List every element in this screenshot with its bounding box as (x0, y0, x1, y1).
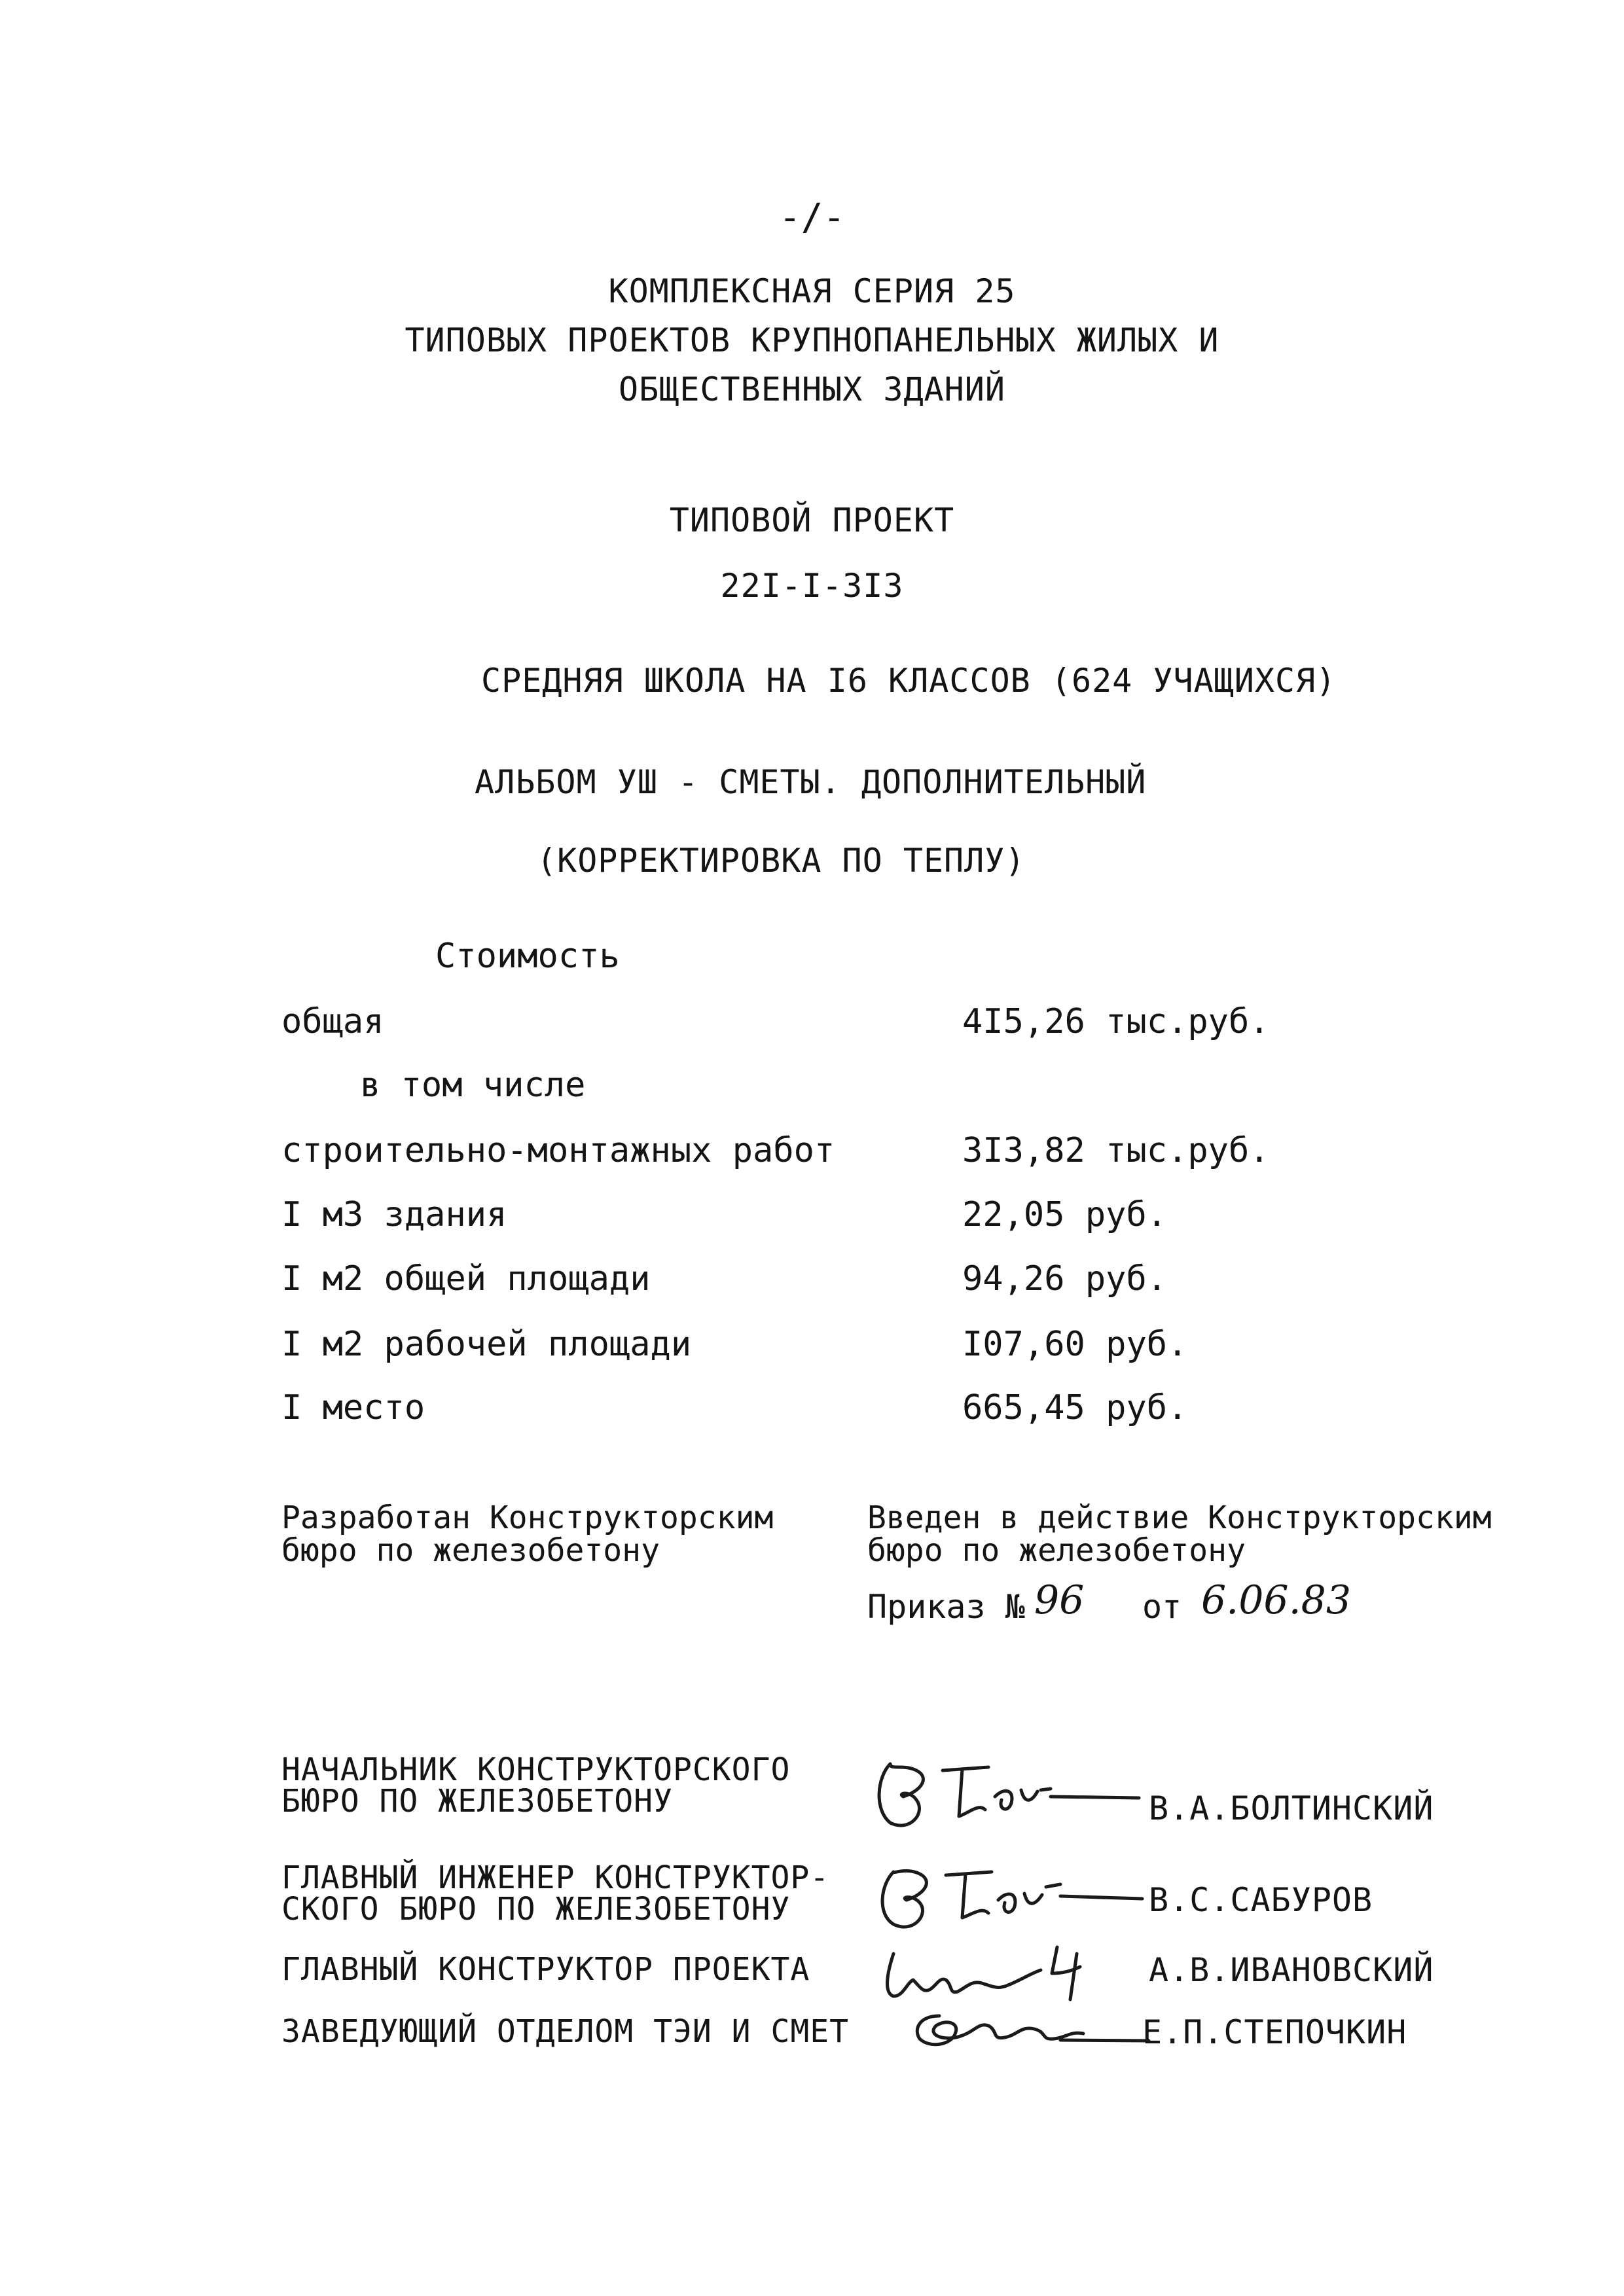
signatory-1-title-line2: БЮРО ПО ЖЕЛЕЗОБЕТОНУ (281, 1783, 673, 1820)
signature-3 (874, 1934, 1110, 2006)
signatory-2-title-line2: СКОГО БЮРО ПО ЖЕЛЕЗОБЕТОНУ (281, 1891, 791, 1928)
cost-label-construction: строительно-монтажных работ (281, 1131, 835, 1170)
cost-label-m2-total: I м2 общей площади (281, 1259, 651, 1299)
cost-value-construction: 3I3,82 тыс.руб. (962, 1131, 1270, 1170)
cost-label-total: общая (281, 1002, 384, 1041)
series-title-line2: ТИПОВЫХ ПРОЕКТОВ КРУПНОПАНЕЛЬНЫХ ЖИЛЫХ И (405, 321, 1219, 359)
page-number: -/- (778, 196, 846, 239)
cost-value-m2-total: 94,26 руб. (962, 1259, 1168, 1299)
album-subtitle: (КОРРЕКТИРОВКА ПО ТЕПЛУ) (537, 842, 1026, 880)
cost-label-place: I место (281, 1388, 425, 1427)
signatory-1-title-line1: НАЧАЛЬНИК КОНСТРУКТОРСКОГО (281, 1751, 791, 1788)
signatory-2-name: В.С.САБУРОВ (1149, 1881, 1373, 1919)
order-number: 96 (1034, 1577, 1085, 1623)
series-title-line1: КОМПЛЕКСНАЯ СЕРИЯ 25 (608, 272, 1016, 310)
school-title: СРЕДНЯЯ ШКОЛА НА I6 КЛАССОВ (624 УЧАЩИХСЯ) (481, 662, 1337, 700)
signatory-4-title-line1: ЗАВЕДУЮЩИЙ ОТДЕЛОМ ТЭИ И СМЕТ (281, 2013, 850, 2050)
cost-heading: Стоимость (435, 937, 620, 976)
cost-value-m2-working: I07,60 руб. (962, 1325, 1188, 1364)
signature-4 (900, 2000, 1149, 2058)
signature-1 (864, 1751, 1139, 1836)
signatory-4-name: Е.П.СТЕПОЧКИН (1142, 2013, 1407, 2051)
enacted-line2: бюро по железобетону (867, 1532, 1246, 1569)
signatory-3-name: А.В.ИВАНОВСКИЙ (1149, 1951, 1434, 1989)
cost-label-m3: I м3 здания (281, 1195, 507, 1234)
signature-2 (864, 1856, 1165, 1941)
cost-value-place: 665,45 руб. (962, 1388, 1188, 1427)
developer-line1: Разработан Конструкторским (281, 1499, 774, 1536)
album-title: АЛЬБОМ УШ - СМЕТЫ. ДОПОЛНИТЕЛЬНЫЙ (475, 763, 1147, 801)
order-label: Приказ № (867, 1588, 1025, 1626)
signatory-2-title-line1: ГЛАВНЫЙ ИНЖЕНЕР КОНСТРУКТОР- (281, 1859, 830, 1896)
series-title-line3: ОБЩЕСТВЕННЫХ ЗДАНИЙ (619, 370, 1005, 408)
signatory-3-title-line1: ГЛАВНЫЙ КОНСТРУКТОР ПРОЕКТА (281, 1951, 810, 1988)
cost-value-total: 4I5,26 тыс.руб. (962, 1002, 1270, 1041)
date-label: от (1142, 1588, 1182, 1626)
cost-label-including: в том числе (360, 1066, 586, 1105)
order-date: 6.06.83 (1201, 1577, 1352, 1623)
project-label: ТИПОВОЙ ПРОЕКТ (669, 501, 955, 539)
cost-value-m3: 22,05 руб. (962, 1195, 1168, 1234)
cost-label-m2-working: I м2 рабочей площади (281, 1325, 692, 1364)
enacted-line1: Введен в действие Конструкторским (867, 1499, 1492, 1536)
signatory-1-name: В.А.БОЛТИНСКИЙ (1149, 1789, 1434, 1827)
developer-line2: бюро по железобетону (281, 1532, 660, 1569)
project-number: 22I-I-3I3 (720, 567, 904, 605)
